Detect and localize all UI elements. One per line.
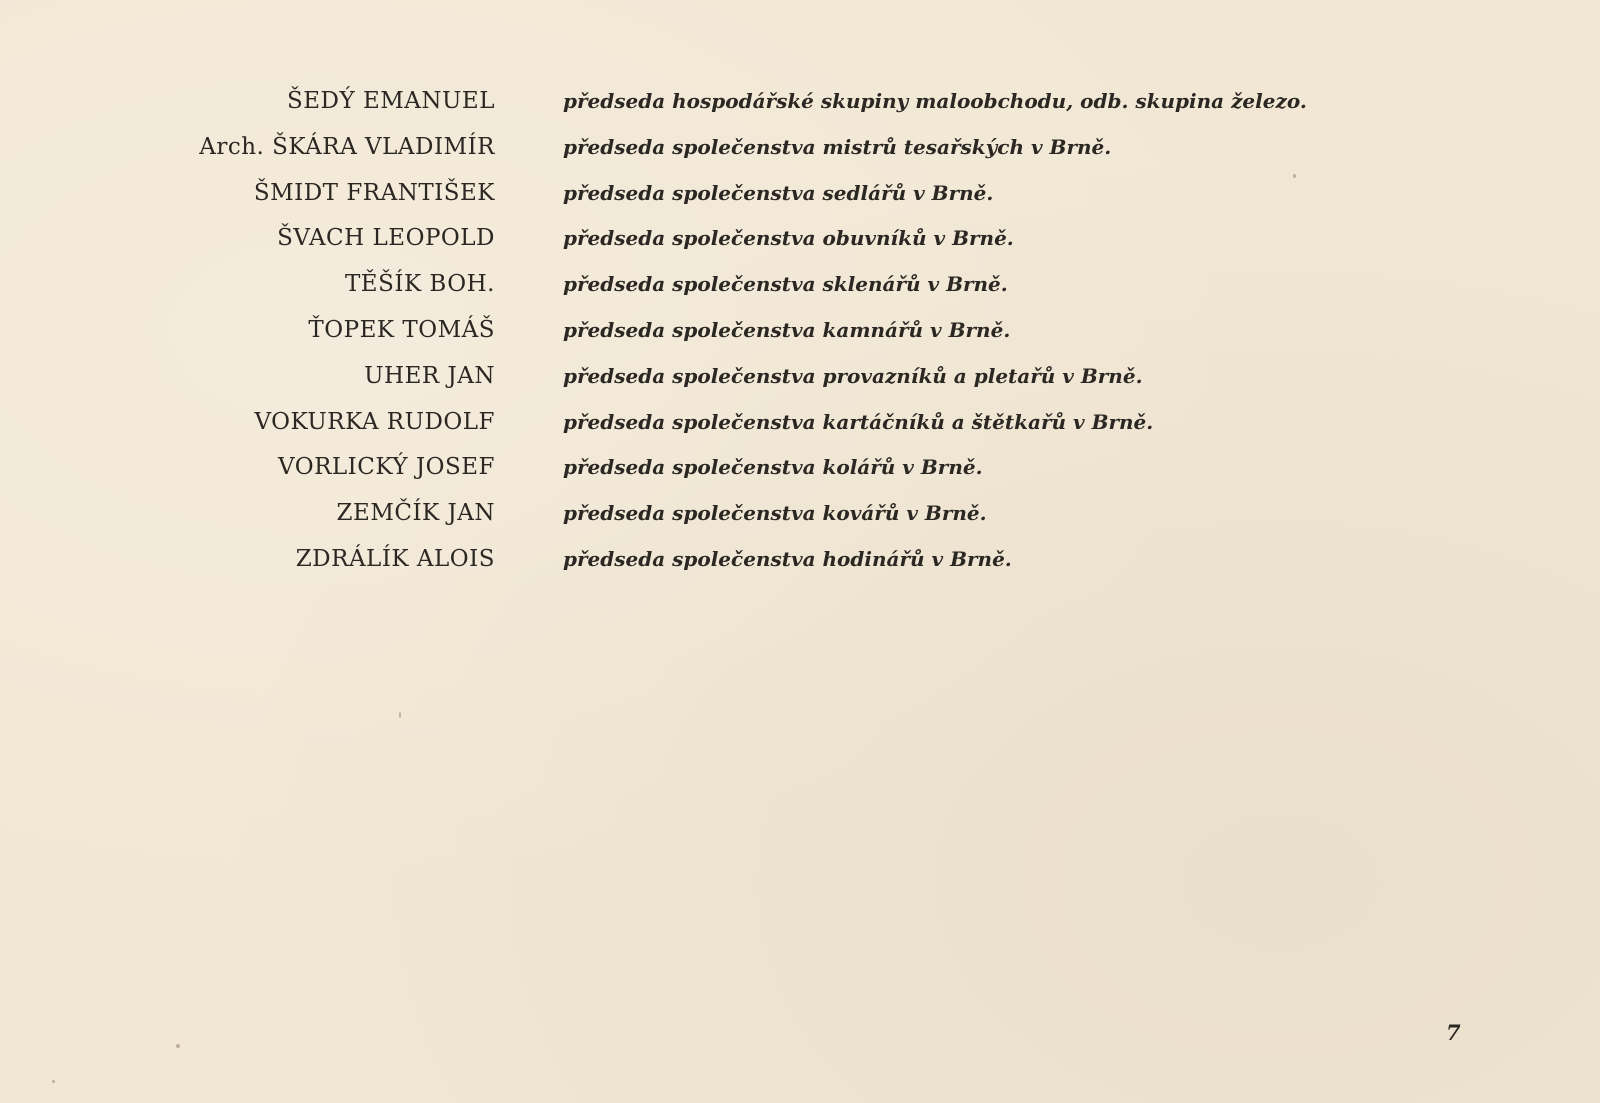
member-role: předseda společenstva mistrů tesařských v Brně. [563,134,1112,159]
list-item [0,263,1600,309]
list-item [0,446,1600,492]
member-name: ŠVACH LEOPOLD [277,225,495,252]
member-name: TĚŠÍK BOH. [344,271,495,298]
list-item [0,217,1600,263]
member-name: UHER JAN [364,362,495,389]
paper-speck [176,1044,180,1048]
member-role: předseda společenstva kamnářů v Brně. [563,317,1011,342]
member-role: předseda společenstva obuvníků v Brně. [563,226,1014,251]
list-item [0,355,1600,401]
member-role: předseda společenstva sklenářů v Brně. [563,272,1008,297]
paper-speck [52,1080,55,1083]
page-number: 7 [1446,1020,1461,1045]
paper-speck [1293,174,1296,178]
member-name: ŠEDÝ EMANUEL [286,88,495,114]
list-item [0,80,1600,126]
list-item [0,172,1600,218]
member-role: předseda společenstva kartáčníků a štětkařů v Brně. [563,409,1154,434]
member-name: ZDRÁLÍK ALOIS [295,545,495,572]
list-item [0,401,1600,447]
list-item [0,492,1600,538]
member-name: VOKURKA RUDOLF [254,408,495,435]
member-role: předseda společenstva kovářů v Brně. [563,501,987,526]
paper-speck [399,712,401,718]
member-role: předseda společenstva kolářů v Brně. [563,455,983,480]
member-name: VORLICKÝ JOSEF [278,454,495,481]
member-name: ZEMČÍK JAN [336,500,495,527]
member-role: předseda společenstva sedlářů v Brně. [563,180,994,205]
list-item [0,309,1600,355]
list-item [0,538,1600,584]
member-name: ŤOPEK TOMÁŠ [308,316,495,343]
list-item [0,126,1600,172]
member-role: předseda společenstva hodinářů v Brně. [563,546,1012,571]
member-name: ŠMIDT FRANTIŠEK [253,179,495,206]
member-name: Arch. ŠKÁRA VLADIMÍR [199,133,495,160]
member-list [0,80,1600,584]
member-role: předseda společenstva provazníků a pletařů v Brně. [563,363,1143,388]
member-role: předseda hospodářské skupiny maloobchodu, odb. skupina železo. [563,89,1307,113]
